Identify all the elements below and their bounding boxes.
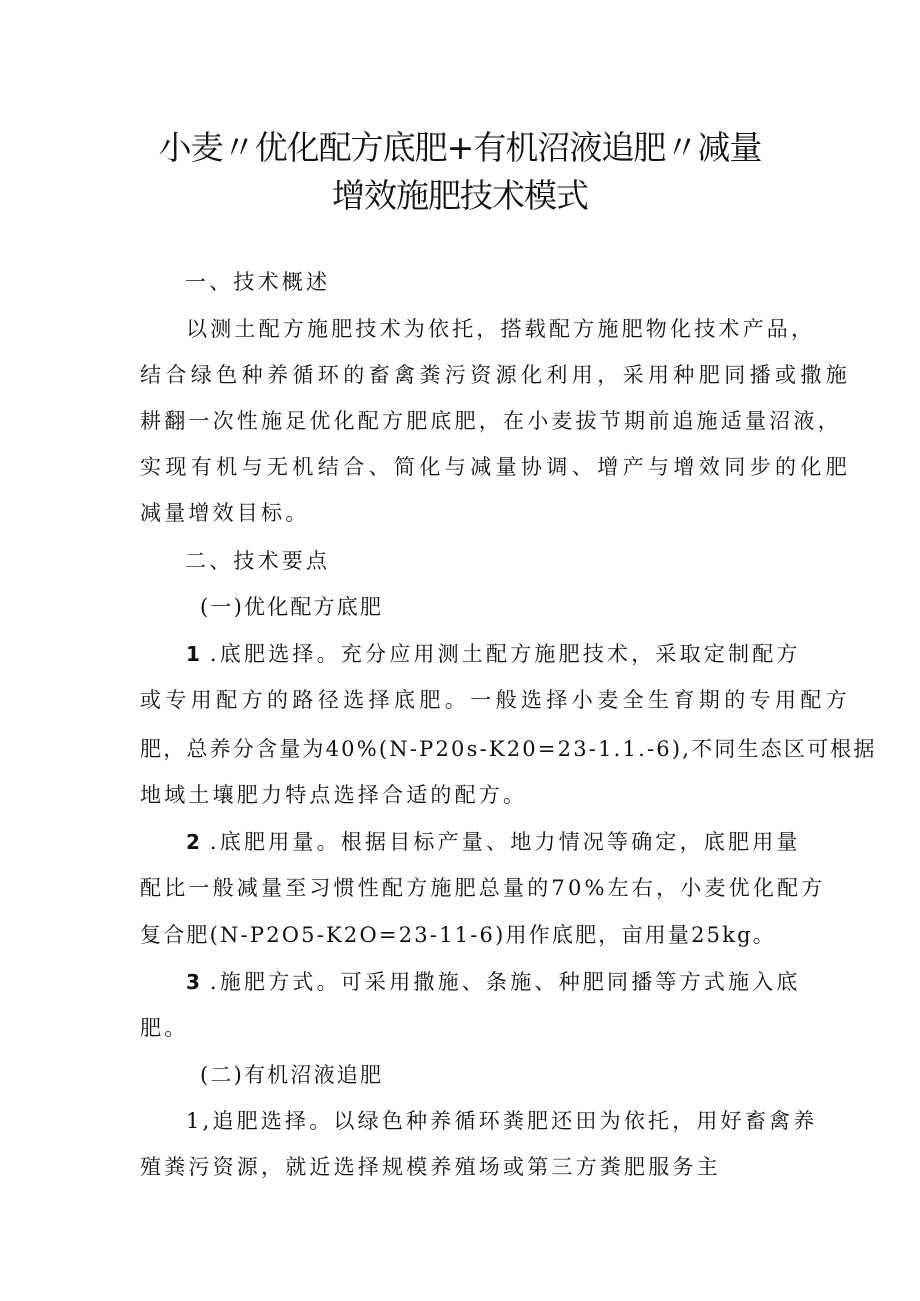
paragraph-line: 殖粪污资源，就近选择规模养殖场或第三方粪肥服务主 — [140, 1155, 721, 1179]
list-item-2-first-line — [186, 828, 801, 856]
list-item-number: 1 — [186, 642, 200, 666]
list-item-3-first-line — [186, 968, 801, 996]
paragraph-line: 减量增效目标。 — [140, 501, 310, 525]
paragraph-line: 复合肥(N-P2O5-K2O=23-11-6)用作底肥，亩用量25kg。 — [140, 923, 776, 947]
list-item-number: 2 — [186, 830, 200, 854]
list-item-text: .底肥用量。根据目标产量、地力情况等确定，底肥用量 — [209, 830, 801, 854]
document-title-line-1: 小麦〃优化配方底肥+有机沼液追肥〃减量 — [158, 128, 762, 167]
paragraph-line: 肥。 — [140, 1016, 189, 1040]
paragraph-line: 耕翻一次性施足优化配方肥底肥，在小麦拔节期前追施适量沼液， — [140, 409, 842, 433]
paragraph-line: 或专用配方的路径选择底肥。一般选择小麦全生育期的专用配方 — [140, 688, 852, 712]
section-heading-key-points: 二、技术要点 — [185, 549, 331, 573]
list-item-text: .施肥方式。可采用撒施、条施、种肥同播等方式施入底 — [209, 970, 801, 994]
list-item-number: 3 — [186, 970, 200, 994]
section-heading-overview: 一、技术概述 — [185, 270, 331, 294]
paragraph-line: 配比一般减量至习惯性配方施肥总量的70%左右，小麦优化配方 — [140, 876, 826, 900]
paragraph-line: 实现有机与无机结合、简化与减量协调、增产与增效同步的化肥 — [140, 455, 852, 479]
document-title-line-2: 增效施肥技术模式 — [332, 176, 588, 215]
paragraph-line: 地域土壤肥力特点选择合适的配方。 — [140, 783, 528, 807]
paragraph-line: 以测土配方施肥技术为依托，搭载配方施肥物化技术产品， — [186, 317, 816, 341]
paragraph-line: 结合绿色种养循环的畜禽粪污资源化利用，采用种肥同播或撒施 — [140, 363, 852, 387]
list-item-1-first-line — [186, 640, 801, 668]
subsection-heading-organic-biogas-slurry: (二)有机沼液追肥 — [200, 1063, 384, 1087]
list-item-text: .底肥选择。充分应用测土配方施肥技术，采取定制配方 — [209, 642, 801, 666]
paragraph-line: 肥，总养分含量为40%(N-P20s-K20=23-1.1.-6),不同生态区可根据 — [140, 737, 877, 761]
subsection-heading-base-fertilizer: (一)优化配方底肥 — [200, 595, 384, 619]
paragraph-line: 1,追肥选择。以绿色种养循环粪肥还田为依托，用好畜禽养 — [186, 1109, 818, 1133]
